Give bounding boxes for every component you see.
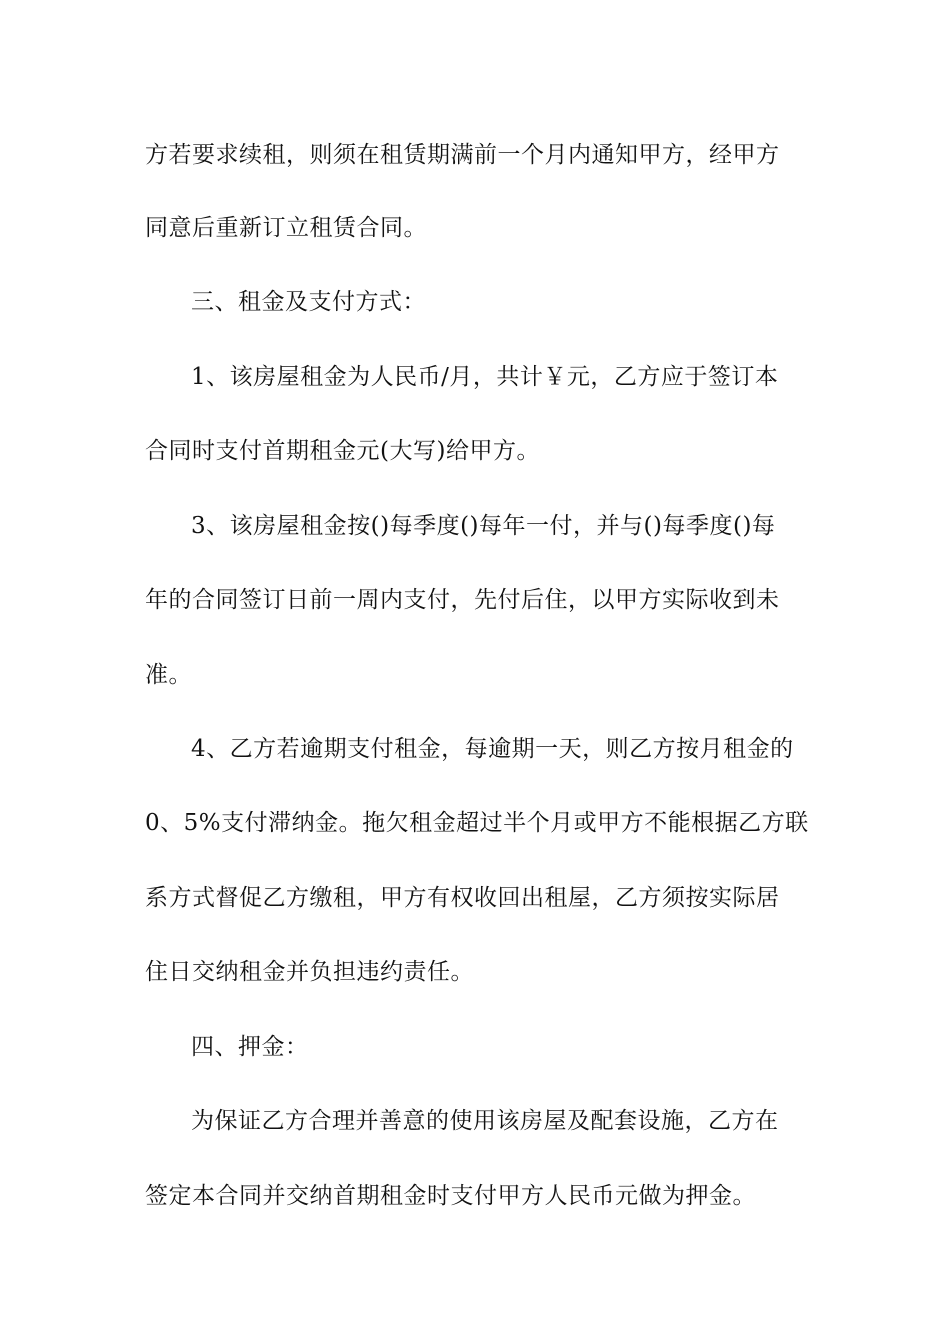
paragraph-line: 住日交纳租金并负担违约责任。 xyxy=(145,959,474,985)
paragraph-line: 准。 xyxy=(145,662,192,688)
paragraph-line: 1、该房屋租金为人民币/月，共计￥元，乙方应于签订本 xyxy=(191,364,779,390)
paragraph-line: 年的合同签订日前一周内支付，先付后住，以甲方实际收到未 xyxy=(145,587,780,613)
paragraph-line: 0、5%支付滞纳金。拖欠租金超过半个月或甲方不能根据乙方联 xyxy=(145,810,809,836)
section-heading-rent: 三、租金及支付方式： xyxy=(191,289,426,315)
paragraph-line: 签定本合同并交纳首期租金时支付甲方人民币元做为押金。 xyxy=(145,1183,756,1209)
paragraph-line: 3、该房屋租金按()每季度()每年一付，并与()每季度()每 xyxy=(191,513,776,539)
section-heading-deposit: 四、押金： xyxy=(191,1034,309,1060)
paragraph-line: 系方式督促乙方缴租，甲方有权收回出租屋，乙方须按实际居 xyxy=(145,885,780,911)
paragraph-line: 合同时支付首期租金元(大写)给甲方。 xyxy=(145,438,540,464)
paragraph-line: 为保证乙方合理并善意的使用该房屋及配套设施，乙方在 xyxy=(191,1108,779,1134)
paragraph-line: 4、乙方若逾期支付租金，每逾期一天，则乙方按月租金的 xyxy=(191,736,794,762)
paragraph-line: 方若要求续租，则须在租赁期满前一个月内通知甲方，经甲方 xyxy=(145,142,780,168)
paragraph-line: 同意后重新订立租赁合同。 xyxy=(145,215,427,241)
